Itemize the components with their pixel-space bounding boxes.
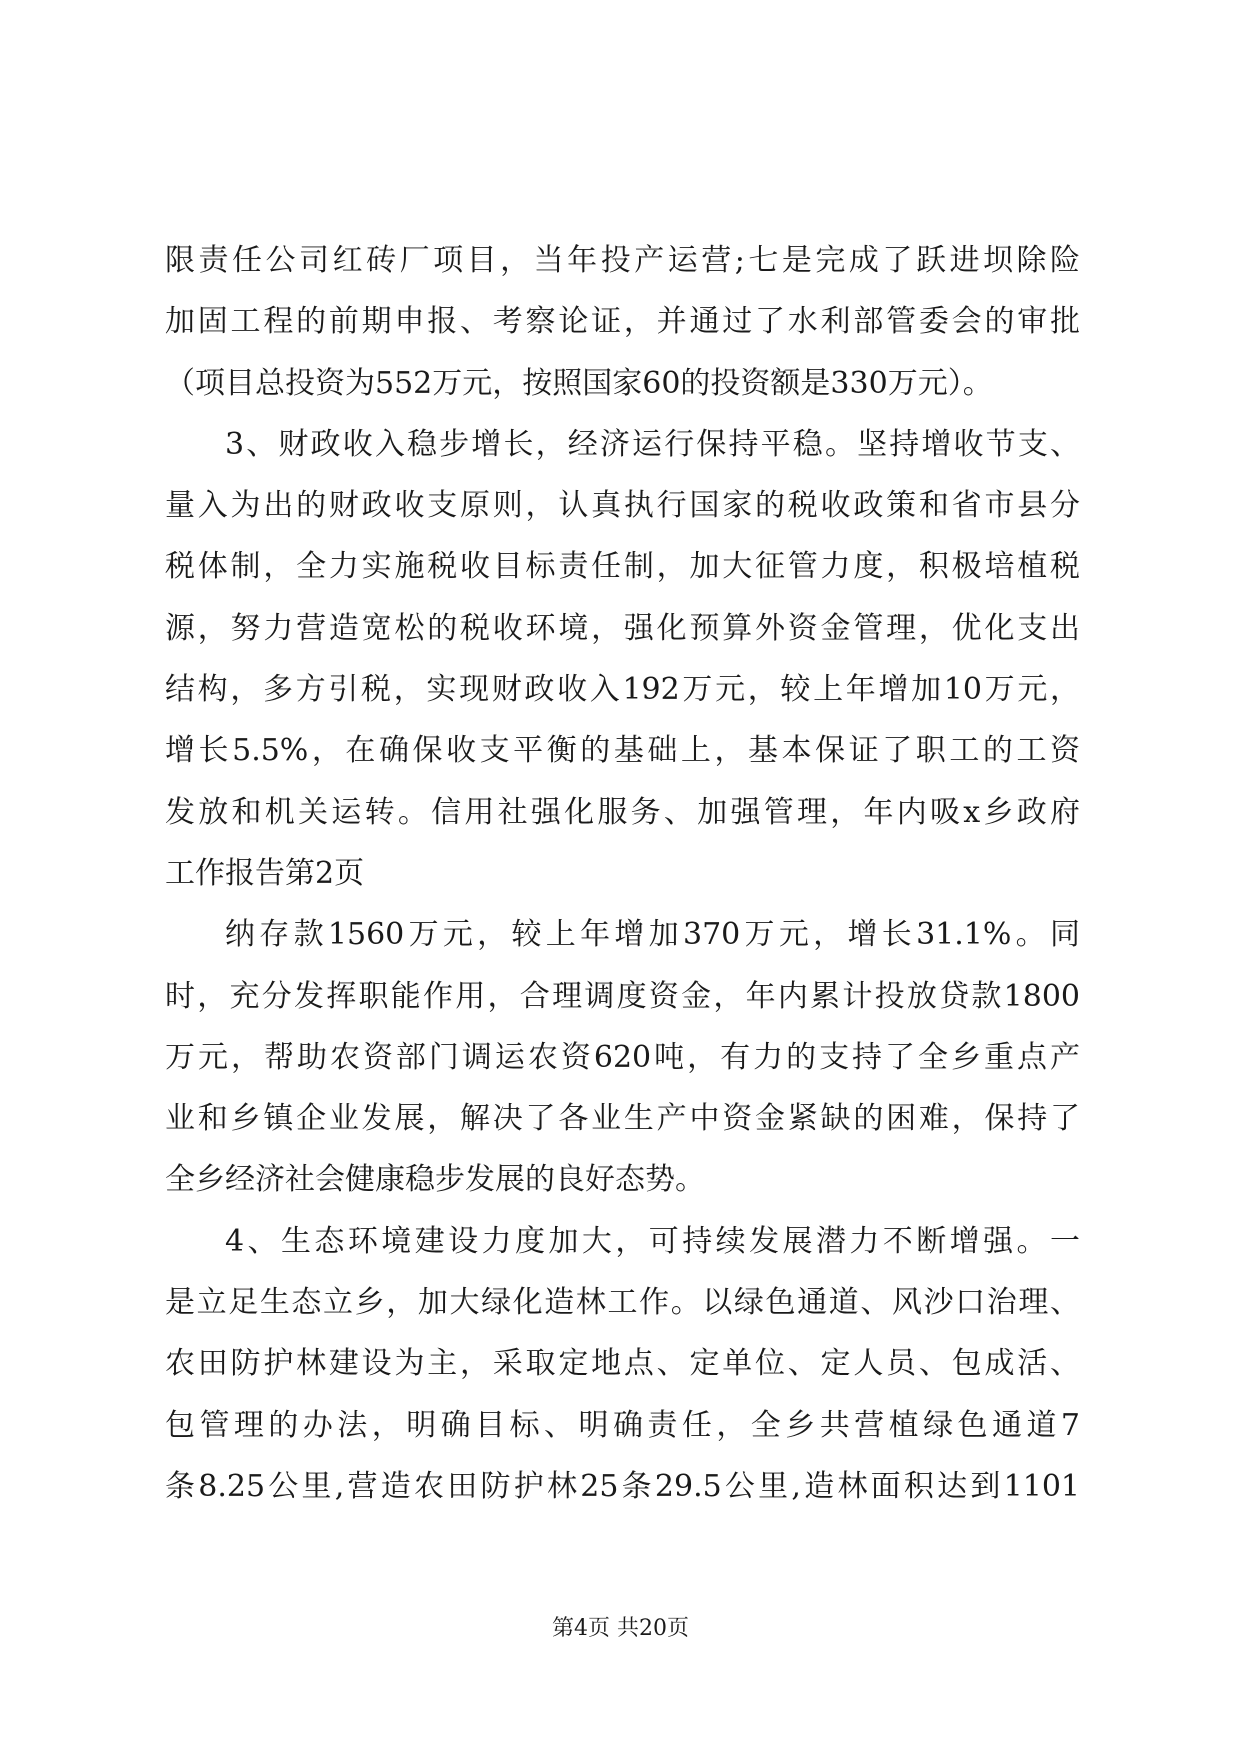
- page-footer: 第4页 共20页: [552, 1616, 689, 1641]
- text-line: 发放和机关运转。信用社强化服务、加强管理，年内吸x乡政府: [165, 794, 1080, 830]
- text-line: 农田防护林建设为主，采取定地点、定单位、定人员、包成活、: [165, 1346, 1080, 1382]
- text-line: 限责任公司红砖厂项目，当年投产运营;七是完成了跃进坝除险: [165, 243, 1080, 278]
- text-line: 全乡经济社会健康稳步发展的良好态势。: [165, 1162, 705, 1198]
- text-line: 3、财政收入稳步增长，经济运行保持平稳。坚持增收节支、: [225, 426, 1080, 462]
- text-line: 万元，帮助农资部门调运农资620吨，有力的支持了全乡重点产: [165, 1039, 1080, 1075]
- text-line: 条8.25公里,营造农田防护林25条29.5公里,造林面积达到1101: [165, 1468, 1080, 1504]
- text-line: 量入为出的财政收支原则，认真执行国家的税收政策和省市县分: [165, 488, 1080, 524]
- text-line: 包管理的办法，明确目标、明确责任，全乡共营植绿色通道7: [165, 1407, 1080, 1443]
- text-line: 业和乡镇企业发展，解决了各业生产中资金紧缺的困难，保持了: [165, 1101, 1080, 1137]
- text-line: 纳存款1560万元，较上年增加370万元，增长31.1%。同: [225, 917, 1080, 953]
- text-line: 加固工程的前期申报、考察论证，并通过了水利部管委会的审批: [165, 304, 1080, 340]
- body-text: [165, 230, 1080, 1517]
- text-line: 税体制，全力实施税收目标责任制，加大征管力度，积极培植税: [165, 549, 1080, 585]
- text-line: （项目总投资为552万元，按照国家60的投资额是330万元）。: [165, 365, 993, 401]
- text-line: 时，充分发挥职能作用，合理调度资金，年内累计投放贷款1800: [165, 978, 1080, 1014]
- text-line: 工作报告第2页: [165, 855, 365, 891]
- text-line: 是立足生态立乡，加大绿化造林工作。以绿色通道、风沙口治理、: [165, 1285, 1080, 1321]
- text-line: 结构，多方引税，实现财政收入192万元，较上年增加10万元，: [165, 672, 1080, 708]
- text-line: 4、生态环境建设力度加大，可持续发展潜力不断增强。一: [225, 1223, 1080, 1259]
- text-line: 增长5.5%，在确保收支平衡的基础上，基本保证了职工的工资: [165, 733, 1080, 769]
- text-line: 源，努力营造宽松的税收环境，强化预算外资金管理，优化支出: [165, 610, 1080, 646]
